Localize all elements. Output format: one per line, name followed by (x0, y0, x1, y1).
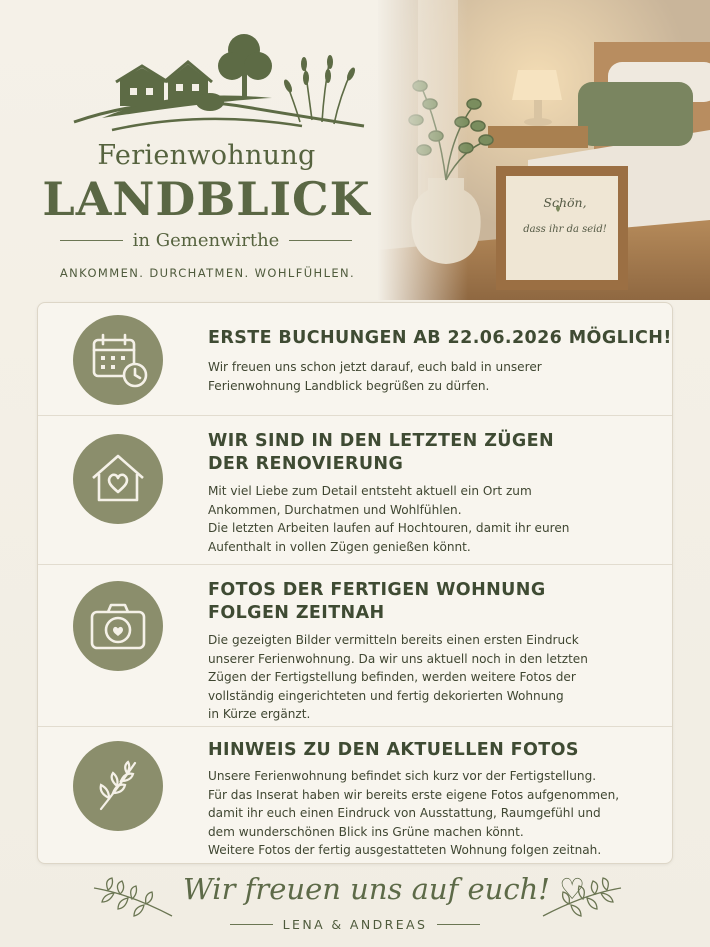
section-text (208, 767, 619, 860)
divider-line (230, 924, 273, 925)
section-booking (38, 303, 672, 416)
section-photo-notice (38, 727, 672, 863)
section-heading (208, 579, 546, 625)
section-heading: ERSTE BUCHUNGEN AB 22.06.2026 MÖGLICH! (208, 328, 672, 348)
text-line: Ankommen, Durchatmen und Wohlfühlen. (208, 502, 462, 517)
text-line: Wir freuen uns schon jetzt darauf, euch bald in unserer (208, 360, 542, 374)
text-line: dem wunderschönen Blick ins Grüne machen könnt. (208, 824, 524, 839)
landscape-logo-icon (72, 30, 372, 135)
text-line: Mit viel Liebe zum Detail entsteht aktuell ein Ort zum (208, 484, 532, 498)
divider-line (437, 924, 480, 925)
frame-sign-line2: dass ihr da seid! (523, 224, 607, 235)
text-line: Aufenthalt in vollen Zügen genießen könnt. (208, 539, 471, 554)
heading-line: DER RENOVIERUNG (208, 454, 404, 474)
signature-row (230, 917, 480, 932)
divider-line (60, 240, 123, 241)
divider-line (289, 240, 352, 241)
info-card (37, 302, 673, 864)
text-line: Die letzten Arbeiten laufen auf Hochtouren, damit ihr euren (208, 521, 570, 535)
section-text (208, 358, 542, 395)
brand-title: LANDBLICK (42, 172, 371, 226)
calendar-clock-icon (73, 315, 163, 405)
house-heart-icon (73, 434, 163, 524)
heading-line: WIR SIND IN DEN LETZTEN ZÜGEN (208, 431, 555, 451)
section-text (208, 631, 588, 724)
photo-fade (378, 0, 468, 300)
section-heading: HINWEIS ZU DEN AKTUELLEN FOTOS (208, 740, 579, 760)
text-line: Zügen der Fertigstellung befinden, werden weitere Fotos der (208, 670, 576, 684)
bedroom-photo (378, 0, 710, 300)
brand-subtitle: in Gemenwirthe (132, 230, 280, 251)
subtitle-row (60, 230, 352, 251)
text-line: in Kürze ergänzt. (208, 707, 311, 721)
text-line: Für das Inserat haben wir bereits erste eigene Fotos aufgenommen, (208, 787, 620, 802)
section-renovation (38, 416, 672, 565)
leaf-branch-icon (73, 741, 163, 831)
left-sprig-icon (90, 874, 180, 924)
text-line: damit ihr euch einen Eindruck von Ausstattung, Raumgefühl und (208, 806, 601, 820)
text-line: Unsere Ferienwohnung befindet sich kurz vor der Fertigstellung. (208, 769, 597, 783)
slogan: ANKOMMEN. DURCHATMEN. WOHLFÜHLEN. (59, 266, 356, 280)
thanks-message: Wir freuen uns auf euch! ♡ (183, 872, 586, 906)
brand-title-small: Ferienwohnung (97, 140, 316, 171)
frame-sign (520, 195, 610, 235)
section-heading (208, 430, 554, 476)
heading-line: FOTOS DER FERTIGEN WOHNUNG (208, 580, 546, 600)
text-line: Weitere Fotos der fertig ausgestatteten Wohnung folgen zeitnah. (208, 843, 602, 857)
heading-line: FOLGEN ZEITNAH (208, 603, 385, 623)
text-line: Ferienwohnung Landblick begrüßen zu dürfen. (208, 378, 490, 393)
text-line: vollständig eingerichteten und fertig dekorierten Wohnung (208, 688, 564, 703)
section-photos-coming (38, 565, 672, 727)
text-line: Die gezeigten Bilder vermitteln bereits einen ersten Eindruck (208, 633, 579, 647)
frame-sign-line1: Schön, (543, 195, 587, 210)
signature: LENA & ANDREAS (282, 917, 428, 932)
text-line: unserer Ferienwohnung. Da wir uns aktuell noch in den letzten (208, 651, 588, 666)
camera-heart-icon (73, 581, 163, 671)
section-text (208, 482, 569, 556)
